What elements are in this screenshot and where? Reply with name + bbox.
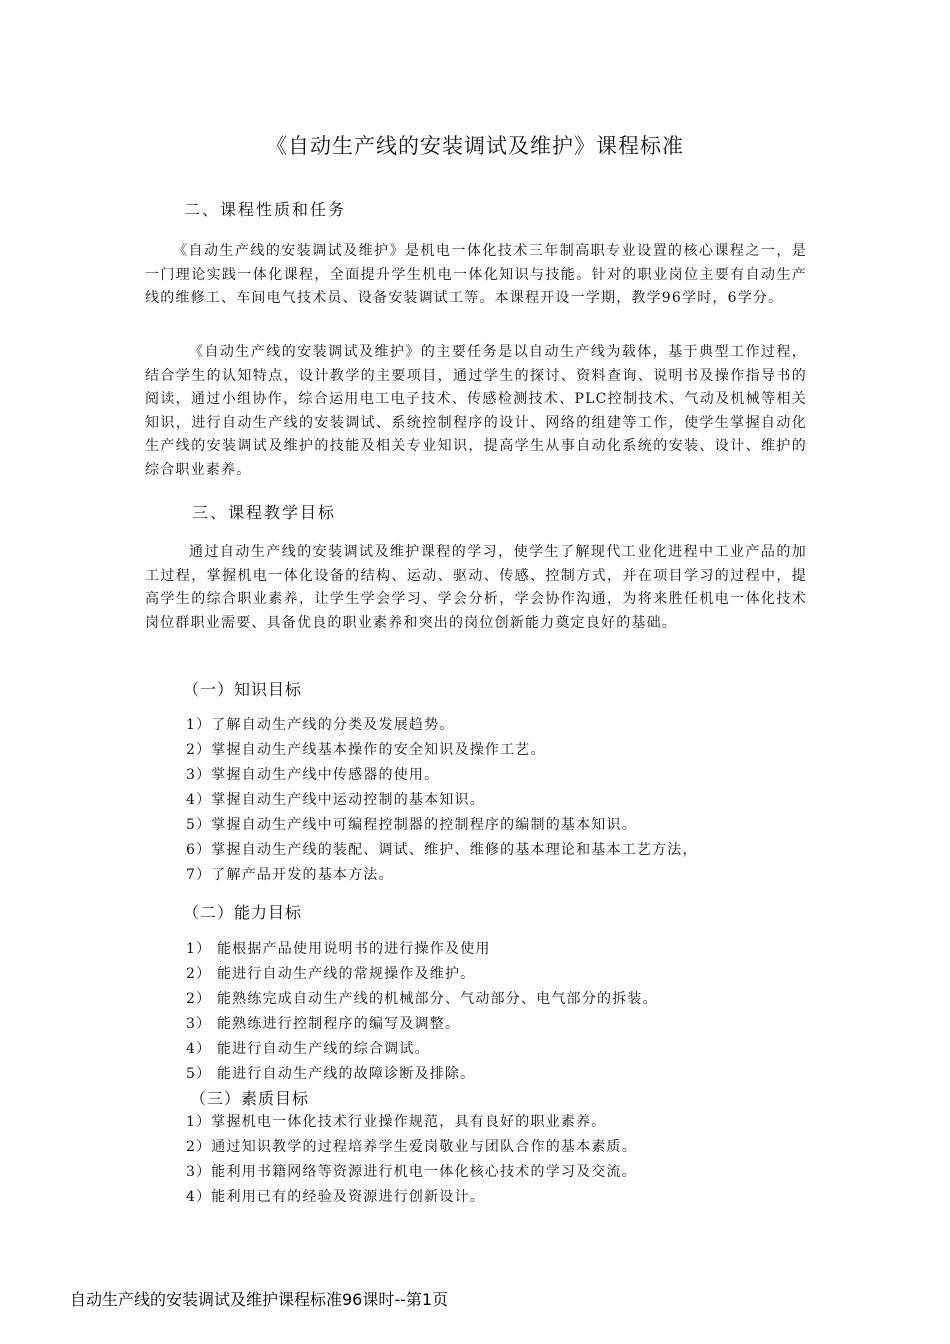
page-footer: 自动生产线的安装调试及维护课程标准96课时--第1页 — [70, 1290, 449, 1309]
list-item: 1）了解自动生产线的分类及发展趋势。 — [186, 717, 455, 733]
list-item: 2） 能进行自动生产线的常规操作及维护。 — [186, 966, 476, 982]
list-item: 3）能利用书籍网络等资源进行机电一体化核心技术的学习及交流。 — [186, 1164, 637, 1180]
subheading-quality: （三）素质目标 — [190, 1089, 310, 1108]
list-item: 3）掌握自动生产线中传感器的使用。 — [186, 767, 440, 783]
paragraph-course-nature: 《自动生产线的安装调试及维护》是机电一体化技术三年制高职专业设置的核心课程之一，是一门理论实践一体化课程，全面提升学生机电一体化知识与技能。针对的职业岗位主要有自动生产线的维修工、车间电气技术员、设备安装调试工等。本课程开设一学期，教学96学时，6学分。 — [145, 243, 807, 306]
ability-list — [186, 937, 658, 1087]
list-item: 6）掌握自动生产线的装配、调试、维护、维修的基本理论和基本工艺方法， — [186, 842, 698, 858]
list-item: 4）掌握自动生产线中运动控制的基本知识。 — [186, 792, 485, 808]
list-item: 1）掌握机电一体化技术行业操作规范，具有良好的职业素养。 — [186, 1114, 607, 1130]
subheading-ability: （二）能力目标 — [183, 903, 303, 922]
knowledge-list — [186, 713, 698, 888]
list-item: 4） 能进行自动生产线的综合调试。 — [186, 1041, 430, 1057]
list-item: 2）掌握自动生产线基本操作的安全知识及操作工艺。 — [186, 742, 546, 758]
list-item: 5） 能进行自动生产线的故障诊断及排除。 — [186, 1066, 476, 1082]
document-title: 《自动生产线的安装调试及维护》课程标准 — [266, 134, 684, 158]
quality-list — [186, 1110, 637, 1210]
subheading-knowledge: （一）知识目标 — [183, 680, 303, 699]
paragraph-objectives: 通过自动生产线的安装调试及维护课程的学习，使学生了解现代工业化进程中工业产品的加工过程，掌握机电一体化设备的结构、运动、驱动、传感、控制方式，并在项目学习的过程中，提高学生的综合职业素养，让学生学会学习、学会分析，学会协作沟通，为将来胜任机电一体化技术岗位群职业需要、具备优良的职业素养和突出的岗位创新能力奠定良好的基础。 — [145, 544, 807, 631]
list-item: 3） 能熟练进行控制程序的编写及调整。 — [186, 1016, 461, 1032]
list-item: 4）能利用已有的经验及资源进行创新设计。 — [186, 1189, 485, 1205]
list-item: 7）了解产品开发的基本方法。 — [186, 867, 394, 883]
list-item: 5）掌握自动生产线中可编程控制器的控制程序的编制的基本知识。 — [186, 817, 637, 833]
list-item: 2） 能熟练完成自动生产线的机械部分、气动部分、电气部分的拆装。 — [186, 991, 658, 1007]
list-item: 2）通过知识教学的过程培养学生爱岗敬业与团队合作的基本素质。 — [186, 1139, 637, 1155]
list-item: 1） 能根据产品使用说明书的进行操作及使用 — [186, 941, 491, 957]
section-heading-nature: 二、课程性质和任务 — [184, 200, 347, 219]
paragraph-main-tasks: 《自动生产线的安装调试及维护》的主要任务是以自动生产线为载体，基于典型工作过程，结合学生的认知特点，设计教学的主要项目，通过学生的探讨、资料查询、说明书及操作指导书的阅读，通过小组协作，综合运用电工电子技术、传感检测技术、PLC控制技术、气动及机械等相关知识，进行自动生产线的安装调试、系统控制程序的设计、网络的组建等工作，使学生掌握自动化生产线的安装调试及维护的技能及相关专业知识，提高学生从事自动化系统的安装、设计、维护的综合职业素养。 — [145, 344, 807, 478]
section-heading-objectives: 三、课程教学目标 — [192, 503, 337, 522]
